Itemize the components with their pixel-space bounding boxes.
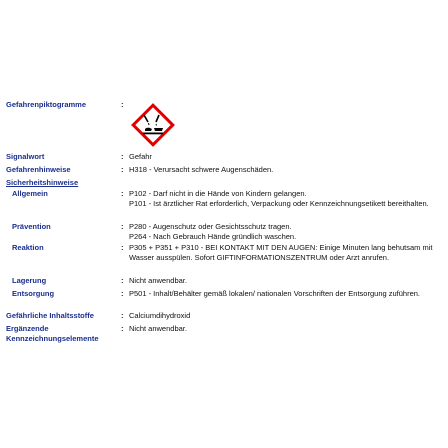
inhaltsstoffe-label: Gefährliche Inhaltsstoffe — [6, 311, 94, 320]
lagerung-label: Lagerung — [12, 276, 47, 285]
sicherheitshinweise-heading: Sicherheitshinweise — [6, 178, 79, 187]
reaktion-value: P305 + P351 + P310 - BEI KONTAKT MIT DEN AUGEN: Einige Minuten lang behutsam mit Wasser ausspülen. Sofort GIFTINFORMATIONSZENTRUM oder Arzt anrufen. — [129, 243, 433, 262]
gefahrenhinweise-value: H318 - Verursacht schwere Augenschäden. — [129, 165, 274, 174]
inhaltsstoffe-value: Calciumdihydroxid — [129, 311, 191, 320]
colon: : — [121, 276, 124, 285]
colon: : — [121, 100, 124, 109]
allgemein-value — [129, 189, 444, 208]
entsorgung-value: P501 - Inhalt/Behälter gemäß lokalen/ nationalen Vorschriften der Entsorgung zuführen. — [129, 289, 421, 298]
signalwort-value: Gefahr — [129, 152, 152, 161]
colon: : — [121, 222, 124, 231]
colon: : — [121, 324, 124, 333]
allgemein-label: Allgemein — [12, 189, 48, 198]
gefahrenhinweise-label: Gefahrenhinweise — [6, 165, 71, 174]
colon: : — [121, 152, 124, 161]
ergaenzende-label-line-2: Kennzeichnungselemente — [6, 333, 99, 343]
colon: : — [121, 311, 124, 320]
praevention-value — [129, 222, 444, 241]
praevention-label: Prävention — [12, 222, 51, 231]
allgemein-line-1: P102 - Darf nicht in die Hände von Kindern gelangen. — [129, 189, 307, 198]
entsorgung-label: Entsorgung — [12, 289, 55, 298]
allgemein-line-2: P101 - Ist ärztlicher Rat erforderlich, Verpackung oder Kennzeichnungsetikett bereithalten. — [129, 198, 429, 208]
lagerung-value: Nicht anwendbar. — [129, 276, 187, 285]
colon: : — [121, 243, 124, 252]
ghs05-corrosion-icon — [131, 103, 175, 147]
ergaenzende-value: Nicht anwendbar. — [129, 324, 187, 333]
reaktion-label: Reaktion — [12, 243, 44, 252]
ergaenzende-label — [6, 324, 99, 343]
praevention-line-2: P264 - Nach Gebrauch Hände gründlich waschen. — [129, 231, 297, 241]
praevention-line-1: P280 - Augenschutz oder Gesichtsschutz tragen. — [129, 222, 292, 231]
ergaenzende-label-line-1: Ergänzende — [6, 324, 49, 333]
colon: : — [121, 289, 124, 298]
pictograms-label: Gefahrenpiktogramme — [6, 100, 87, 109]
signalwort-label: Signalwort — [6, 152, 45, 161]
colon: : — [121, 165, 124, 174]
colon: : — [121, 189, 124, 198]
